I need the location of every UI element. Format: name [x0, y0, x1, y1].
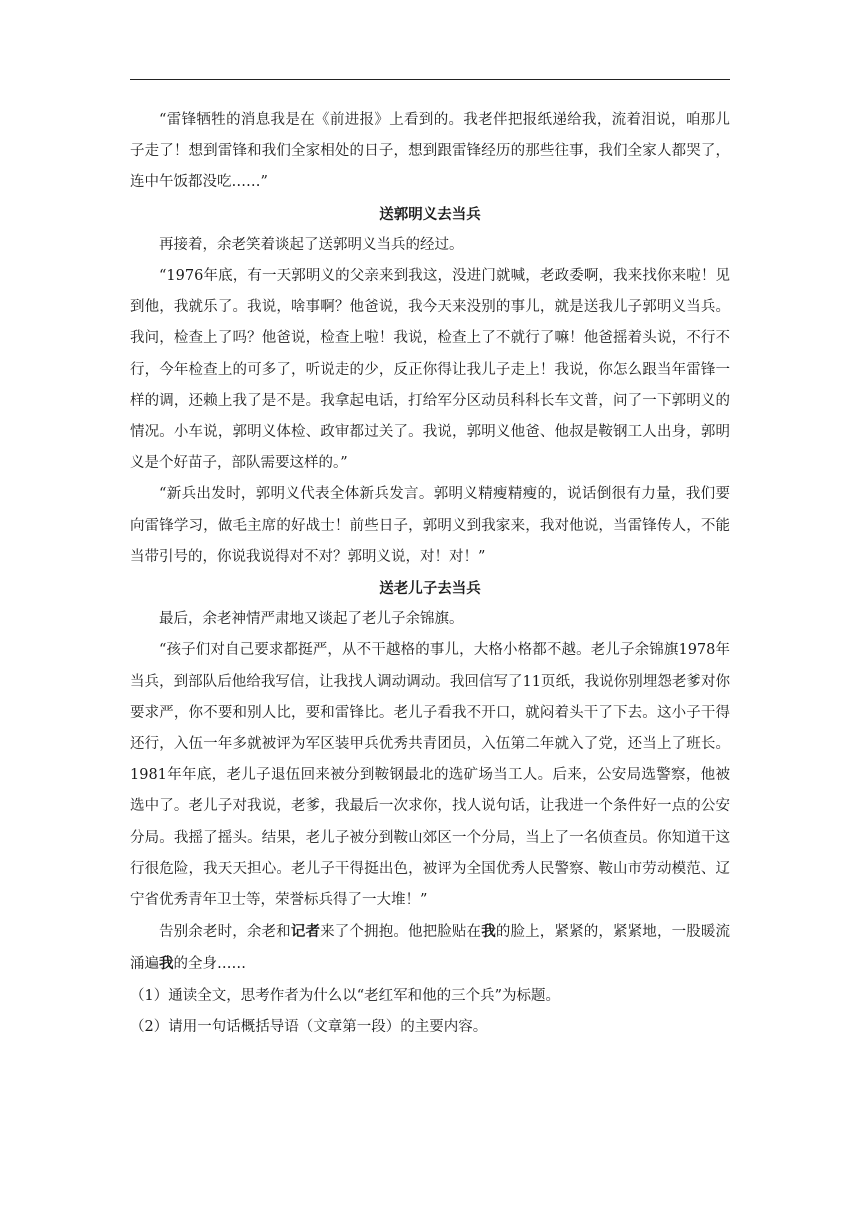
- paragraph: “雷锋牺牲的消息我是在《前进报》上看到的。我老伴把报纸递给我，流着泪说，咱那儿子走了！想到雷锋和我们全家相处的日子，想到跟雷锋经历的那些往事，我们全家人都哭了，连中午饭都没吃……”: [130, 112, 730, 191]
- emphasis-reporter: 记者: [290, 923, 321, 941]
- paragraph: “1976年底，有一天郭明义的父亲来到我这，没进门就喊，老政委啊，我来找你来啦！见到他，我就乐了。我说，啥事啊？他爸说，我今天来没别的事儿，就是送我儿子郭明义当兵。我问，检查上了吗？他爸说，检查上啦！我说，检查上了不就行了嘛！他爸摇着头说，不行不行，今年检查上的可多了，听说走的少，反正你得让我儿子走上！我说，你怎么跟当年雷锋一样的调，还赖上我了是不是。我拿起电话，打给军分区动员科科长车文普，问了一下郭明义的情况。小车说，郭明义体检、政审都过关了。我说，郭明义他爸、他叔是鞍钢工人出身，郭明义是个好苗子，部队需要这样的。”: [130, 268, 730, 472]
- paragraph: 再接着，余老笑着谈起了送郭明义当兵的经过。: [159, 236, 464, 253]
- text-run: 的脸上，紧紧的，紧紧地，一股暖流涌遍: [130, 924, 731, 973]
- paragraph: 最后，余老神情严肃地又谈起了老儿子余锦旗。: [159, 611, 464, 628]
- paragraph: “新兵出发时，郭明义代表全体新兵发言。郭明义精瘦精瘦的，说话倒很有力量，我们要向雷锋学习，做毛主席的好战士！前些日子，郭明义到我家来，我对他说，当雷锋传人，不能当带引号的，你说我说得对不对？郭明义说，对！对！”: [130, 486, 730, 565]
- paragraph: “孩子们对自己要求都挺严，从不干越格的事儿，大格小格都不越。老儿子余锦旗1978年当兵，到部队后他给我写信，让我找人调动调动。我回信写了11页纸，我说你别埋怨老爹对你要求严，你不要和别人比，要和雷锋比。老儿子看我不开口，就闷着头干了下去。这小子干得还行，入伍一年多就被评为军区装甲兵优秀共青团员，入伍第二年就入了党，还当上了班长。1981年年底，老儿子退伍回来被分到鞍钢最北的选矿场当工人。后来，公安局选警察，他被选中了。老儿子对我说，老爹，我最后一次求你，找人说句话，让我进一个条件好一点的公安分局。我摇了摇头。结果，老儿子被分到鞍山郊区一个分局，当上了一名侦查员。你知道干这行很危险，我天天担心。老儿子干得挺出色，被评为全国优秀人民警察、鞍山市劳动模范、辽宁省优秀青年卫士等，荣誉标兵得了一大堆！”: [130, 642, 730, 909]
- text-run: 告别余老时，余老和: [159, 924, 291, 941]
- question-2: （2）请用一句话概括导语（文章第一段）的主要内容。: [130, 1018, 488, 1035]
- text-run: 来了个拥抱。他把脸贴在: [320, 924, 482, 941]
- emphasis-me: 我: [159, 955, 174, 973]
- article-body: [130, 105, 730, 1043]
- closing-paragraph: [130, 916, 730, 980]
- text-run: 的全身……: [173, 956, 246, 973]
- section-heading: 送郭明义去当兵: [379, 205, 481, 223]
- emphasis-me: 我: [481, 923, 496, 941]
- section-heading: 送老儿子去当兵: [379, 580, 481, 598]
- header-rule: [130, 79, 730, 80]
- question-1: （1）通读全文，思考作者为什么以“老红军和他的三个兵”为标题。: [130, 987, 561, 1004]
